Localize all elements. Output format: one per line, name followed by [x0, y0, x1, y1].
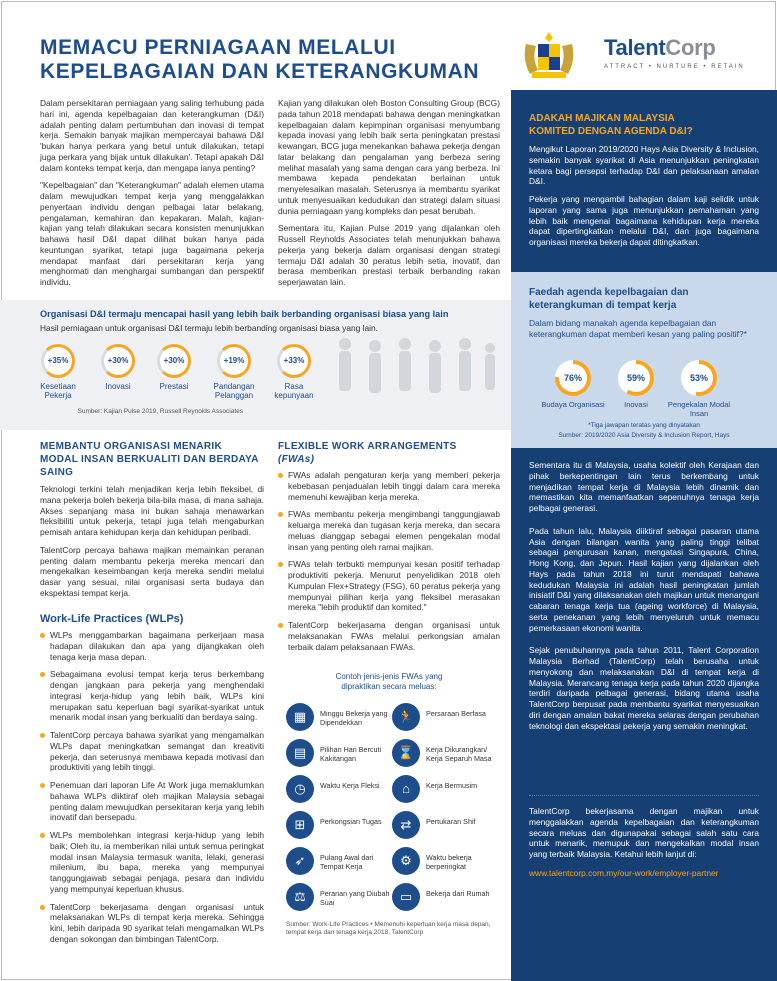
stats-band-heading: Organisasi D&I termaju mencapai hasil yang lebih baik berbanding organisasi biasa yang lain — [40, 309, 449, 319]
fwa-example-label: Bekerja dari Rumah — [426, 889, 490, 898]
fwa-bullet: TalentCorp bekerjasama dengan organisasi untuk melaksanakan FWAs melalui perkongsian amalan terbaik dalam pelaksanaan FWAs. — [278, 620, 500, 652]
sidebar-paragraph-5: Sejak penubuhannya pada tahun 2011, Talent Corporation Malaysia Berhad (TalentCorp) telah berusaha untuk menyokong dan melaksanakan D&I di tempat kerja di Malaysia. Merancang tenaga kerja pada tahun 2020 dijangka terdiri daripada pelbagai generasi, bidang utama usaha TalentCorp berpusat pada membantu syarikat menyesuaikan diri dengan amalan bakat mereka selaras dengan perubahan teknologi dan ekspektasi pekerja yang semakin meningkat. — [529, 645, 759, 731]
wlp-bullet: WLPs menggambarkan bagaimana perkerjaan masa hadapan dilakukan dan apa yang dijangkakan oleh tenaga kerja masa depan. — [40, 630, 264, 662]
benefits-note: *Tiga jawapan teratas yang dinyatakan — [588, 422, 700, 429]
fwa-examples-title — [278, 672, 500, 692]
stat-label: Prestasi — [159, 382, 189, 391]
fwa-examples-title-line-1: Contoh jenis-jenis FWAs yang — [335, 672, 443, 681]
fwa-example-label: Waktu Kerja Fleksi — [320, 781, 380, 790]
left-section-heading: MEMBANTU ORGANISASI MENARIK MODAL INSAN BERKUALITI DAN BERDAYA SAING — [40, 441, 259, 478]
fwa-example-label: Perkongsian Tugas — [320, 817, 382, 826]
fwa-bullet: FWAs adalah pengaturan kerja yang memberi pekerja kebebasan penjadualan lebih tinggi dalam cara mereka memenuhi kewajiban kerja mereka. — [278, 470, 500, 502]
fwa-example-label: Pulang Awal dari Tempat Kerja — [320, 853, 374, 871]
intro-column-left — [40, 98, 264, 295]
sidebar-footer — [511, 806, 777, 886]
fwa-example-label: Pilihan Hari Bercuti Kakitangan — [320, 745, 382, 763]
running-person-icon: 🏃 — [392, 703, 420, 731]
left-section-body — [40, 484, 264, 606]
logo-name-talent: Talent — [604, 35, 666, 60]
laptop-person-icon: ▭ — [392, 883, 420, 911]
page-title-line-2: KEPELBAGAIAN DAN KETERANGKUMAN — [40, 60, 480, 83]
people-silhouette-icon — [330, 336, 500, 406]
gear-icon: ⚙ — [392, 847, 420, 875]
benefits-desc: Dalam bidang manakah agenda kepelbagaian dan keterangkuman dapat memberi kesan yang paling positif?* — [529, 318, 747, 339]
calendar-grid-icon: ▤ — [286, 739, 314, 767]
left-paragraph-2: TalentCorp percaya bahawa majikan memainkan peranan penting dalam membantu pekerja mereka mencari dan mengekalkan keseimbangan kerja mereka sendiri melalui dasar yang sesuai, nilai organisasi serta budaya dan ekspektasi tempat kerja. — [40, 544, 264, 598]
sidebar-paragraph-3: Sementara itu di Malaysia, usaha kolektif oleh Kerajaan dan pihak berkepentingan lain terus berkembang untuk menjadikan tempat kerja di Malaysia lebih dinamik dan memastikan kita memanfaatkan sepenuhnya tenaga kerja pelbagai generasi. — [529, 460, 759, 513]
calendar-icon: ▦ — [286, 703, 314, 731]
sidebar-paragraph-2: Pekerja yang mengambil bahagian dalam kaji selidik untuk laporan yang sama juga menunjukkan pemahaman yang lebih baik mengenai bagaimana kehidupan kerja mereka dapat dipertingkatkan melalui D&I, dan juga bagaimana organisasi mereka bekerja dapat ditingkatkan. — [529, 194, 759, 247]
benefit-label: Inovasi — [624, 400, 648, 409]
sidebar-divider — [529, 795, 759, 796]
swap-icon: ⇄ — [392, 811, 420, 839]
sidebar-paragraph-4: Pada tahun lalu, Malaysia diiktiraf sebagai pasaran utama Asia dengan bilangan wanita yang paling tinggi telibat sebagai pengurusan kanan, mengatasi Singapura, China, Hong Kong, dan Jepun. Hasil kajian yang dijalankan oleh Hays pada tahun 2018 ini turut mendapati bahawa kedudukan Malaysia ini adalah hasil peningkatan jumlah inisiatif D&I yang dilaksanakan oleh majikan untuk menangani cabaran tenaga kerja tua (ageing workforce) di Malaysia, serta penekanan yang lebih menyeluruh untuk memacu pemerkasaan ekonomi wanita. — [529, 525, 759, 633]
stat-label: Pandangan Pelanggan — [213, 382, 255, 400]
wlp-bullet: WLPs membolehkan integrasi kerja-hidup yang lebih baik; Oleh itu, ia memberikan nilai untuk semua peringkat modal insan Malaysia termasuk wanita, lelaki, generasi milenium, ibu bapa, mereka yang mempunyai tanggungjawab sebagai penjaga, pesara dan individu yang mempunyai keperluan khusus. — [40, 830, 264, 895]
intro-paragraph-4: Sementara itu, Kajian Pulse 2019 yang dijalankan oleh Russell Reynolds Associates telah menunjukkan bahawa pekerja yang bekerja dalam organisasi dengan strategi termaju D&I adalah 30 peratus lebih setia, inovatif, dan berasa memberikan prestasi terbaik berbanding rakan seperjawatan lain. — [278, 223, 500, 287]
fwa-examples-title-line-2: dipraktikan secara meluas: — [341, 682, 437, 692]
stat-label: Rasa kepunyaan — [274, 382, 314, 400]
fwa-heading-line-1: FLEXIBLE WORK ARRANGEMENTS — [278, 441, 457, 452]
fwa-source: Sumber: Work-Life Practices • Memenuhi keperluan kerja masa depan, tempat kerja dan tenaga kerja 2018, TalentCorp — [286, 921, 491, 936]
page-title-line-1: MEMACU PERNIAGAAN MELALUI — [40, 36, 396, 59]
sidebar-top — [511, 112, 777, 255]
benefit-value: 76% — [563, 373, 583, 383]
fwa-bullet: FWAs membantu pekerja mengimbangi tanggungjawab keluarga mereka dan tugasan kerja mereka, dan secara meluas dianggap sebagai elemen pengekalan modal insan yang penting oleh ramai majikan. — [278, 509, 500, 552]
sidebar-paragraph-1: Mengikut Laporan 2019/2020 Hays Asia Diversity & Inclusion, semakin banyak syarikat di Asia menunjukkan peningkatan ketara bagi persepsi terhadap D&I dan pelaksanaan amalan D&I. — [529, 144, 759, 187]
stats-band — [0, 300, 511, 430]
logo-tagline: ATTRACT • NURTURE • RETAIN — [604, 64, 745, 71]
fwa-example-label: Waktu bekerja berperingkat — [426, 853, 472, 871]
intro-paragraph-1: Dalam persekitaran perniagaan yang saling terhubung pada hari ini, agenda kepelbagaian dan keterangkuman (D&I) adalah penting dalam pertumbuhan dan inovasi di tempat kerja. Semakin banyak majikan mempercayai bahawa D&I 'bukan hanya perkara yang betul untuk dilakukan, tetapi juga perkara yang bijak untuk dilakukan'. Tetapi apakah D&I dalam konteks tempat kerja, dan mengapa ianya penting? — [40, 98, 264, 173]
fwa-list — [278, 470, 500, 659]
wlp-list — [40, 630, 264, 952]
stat-circle: +35% — [41, 344, 75, 378]
employer-partner-link[interactable]: www.talentcorp.com.my/our-work/employer-partner — [529, 867, 719, 878]
adjust-icon: ⚖ — [286, 883, 314, 911]
stat-circle: +30% — [101, 344, 135, 378]
hourglass-icon: ⌛ — [392, 739, 420, 767]
fwa-heading — [278, 440, 500, 466]
sidebar-heading-line-2: KOMITED DENGAN AGENDA D&I? — [529, 126, 693, 137]
stat-label: Kesetiaan Pekerja — [40, 382, 76, 400]
malaysia-crest-icon — [520, 30, 578, 82]
benefits-source: Sumber: 2019/2020 Asia Diversity & Inclusion Report, Hays — [558, 432, 730, 439]
benefit-donut — [679, 358, 719, 398]
benefit-donut — [616, 358, 656, 398]
home-icon: ⌂ — [392, 775, 420, 803]
stats-band-source: Sumber: Kajian Pulse 2019, Russell Reynolds Associates — [77, 408, 243, 415]
wlp-bullet: TalentCorp percaya bahawa syarikat yang mengamalkan WLPs dapat meningkatkan semangat dan kreativiti pekerja, dan seterusnya membawa kepada motivasi dan produktiviti yang lebih tinggi. — [40, 730, 264, 773]
sidebar-heading — [529, 112, 759, 138]
org-chart-icon: ⊞ — [286, 811, 314, 839]
stat-circle: +19% — [217, 344, 251, 378]
benefit-donut — [553, 358, 593, 398]
fwa-example-label: Persaraan Berfasa — [426, 709, 486, 718]
stat-circle: +30% — [157, 344, 191, 378]
fwa-example-label: Minggu Bekerja yang Dipendekkan — [320, 709, 388, 727]
intro-column-right — [278, 98, 500, 295]
benefit-value: 53% — [689, 373, 709, 383]
wlp-bullet: Penemuan dari laporan Life At Work juga memaklumkan bahawa WLPs diiktiraf oleh majikan Malaysia sebagai penting dalam mewujudkan persekitaran kerja yang lebih inovatif dan bersepadu. — [40, 780, 264, 823]
sidebar-paragraph-6: TalentCorp bekerjasama dengan majikan untuk menggalakkan agenda kepelbagaian dan keterangkuman secara meluas dan digunapakai sebagai salah satu cara untuk menarik, memupuk dan mengekalkan modal insan yang terbaik Malaysia. Ketahui lebih lanjut di: — [529, 806, 759, 859]
intro-paragraph-3: Kajian yang dilakukan oleh Boston Consulting Group (BCG) pada tahun 2018 mendapati bahawa dengan meningkatkan kepelbagaian dalam kepimpinan organisasi menyumbang kepada inovasi yang lebih baik serta peningkatan prestasi kewangan. BCG juga menekankan bahawa pekerja dengan latar belakang dan pengalaman yang berbeza sering melihat masalah yang sama dengan cara yang berbeza. Ini membawa kepada pendekatan berlainan untuk menyelesaikan masalah. Seterusnya ia membantu syarikat untuk menyesuaikan kedudukan dan strategi dalam situasi dunia perniagaan yang kompleks dan pesat berubah. — [278, 98, 500, 216]
intro-paragraph-2: "Kepelbagaian" dan "Keterangkuman" adalah elemen utama dalam mewujudkan tempat kerja yang menggalakkan penyertaan individu dengan pelbagai latar belakang, pengalaman, kemahiran dan kepakaran. Malah, kajian-kajian yang telah dilakukan secara konsisten menunjukkan bahawa hasil D&I dapat dilihat bukan hanya pada keuntungan syarikat, tetapi juga bagaimana pekerja mendapat manfaat dari persekitaran kerja yang menghormati dan menghargai sumbangan dan perspektif individu. — [40, 180, 264, 287]
benefit-label: Pengekalan Modal Insan — [667, 400, 731, 418]
fwa-example-label: Peranan yang Diubah Suai — [320, 889, 390, 907]
wlp-subheading: Work-Life Practices (WLPs) — [40, 613, 184, 625]
sidebar-heading-line-1: ADAKAH MAJIKAN MALAYSIA — [529, 113, 675, 124]
stats-band-subtitle: Hasil perniagaan untuk organisasi D&I termaju lebih berbanding organisasi biasa yang lain. — [40, 323, 378, 333]
logo-name-corp: Corp — [665, 35, 716, 60]
benefit-value: 59% — [626, 373, 646, 383]
clock-icon: ◷ — [286, 775, 314, 803]
rocket-icon: ➶ — [286, 847, 314, 875]
benefit-label: Budaya Organisasi — [541, 400, 605, 409]
fwa-bullet: FWAs telah terbukti mempunyai kesan positif terhadap produktiviti pekerja. Menurut penyelidikan 2018 oleh Kumpulan Flex+Strategy (FSG), 60 peratus pekerja yang mempunyai pilihan kerja yang fleksibel merasakan mereka "lebih produktif dan komited." — [278, 559, 500, 613]
sidebar-bottom — [511, 460, 777, 738]
benefits-heading: Faedah agenda kepelbagaian dan keterangkuman di tempat kerja — [529, 287, 689, 311]
left-paragraph-1: Teknologi terkini telah menjadikan kerja lebih fleksibel, di mana pekerja boleh bekerja bila-bila masa, di mana sahaja. Akses sepanjang masa ini bukan sahaja menawarkan fleksibiliti untuk pekerja, tetapi juga telah mengaburkan pemisah antara kehidupan kerja dan kehidupan peribadi. — [40, 484, 264, 537]
stat-label: Inovasi — [105, 382, 131, 391]
fwa-example-label: Pertukaran Shif — [426, 817, 476, 826]
wlp-bullet: Sebagaimana evolusi tempat kerja terus berkembang dengan jangkaan para pekerja yang menghendaki integrasi kerja-hidup yang lebih baik, WLPs kini merupakan satu keperluan bagi syarikat-syarikat untuk menarik modal insan yang berkualiti dan berdaya saing. — [40, 669, 264, 723]
talentcorp-logo — [604, 34, 774, 72]
stat-circle: +33% — [277, 344, 311, 378]
benefits-box — [511, 272, 777, 448]
page-title — [40, 36, 510, 84]
fwa-example-label: Kerja Bermusim — [426, 781, 478, 790]
wlp-bullet: TalentCorp bekerjasama dengan organisasi untuk melaksanakan WLPs di tempat kerja mereka. Sehingga kini, lebih daripada 90 syarikat telah mengamalkan WLPs dengan sokongan dan bimbingan TalentCorp. — [40, 902, 264, 945]
fwa-heading-line-2: (FWAs) — [278, 454, 315, 465]
fwa-example-label: Kerja Dikurangkan/ Kerja Separuh Masa — [426, 745, 492, 763]
